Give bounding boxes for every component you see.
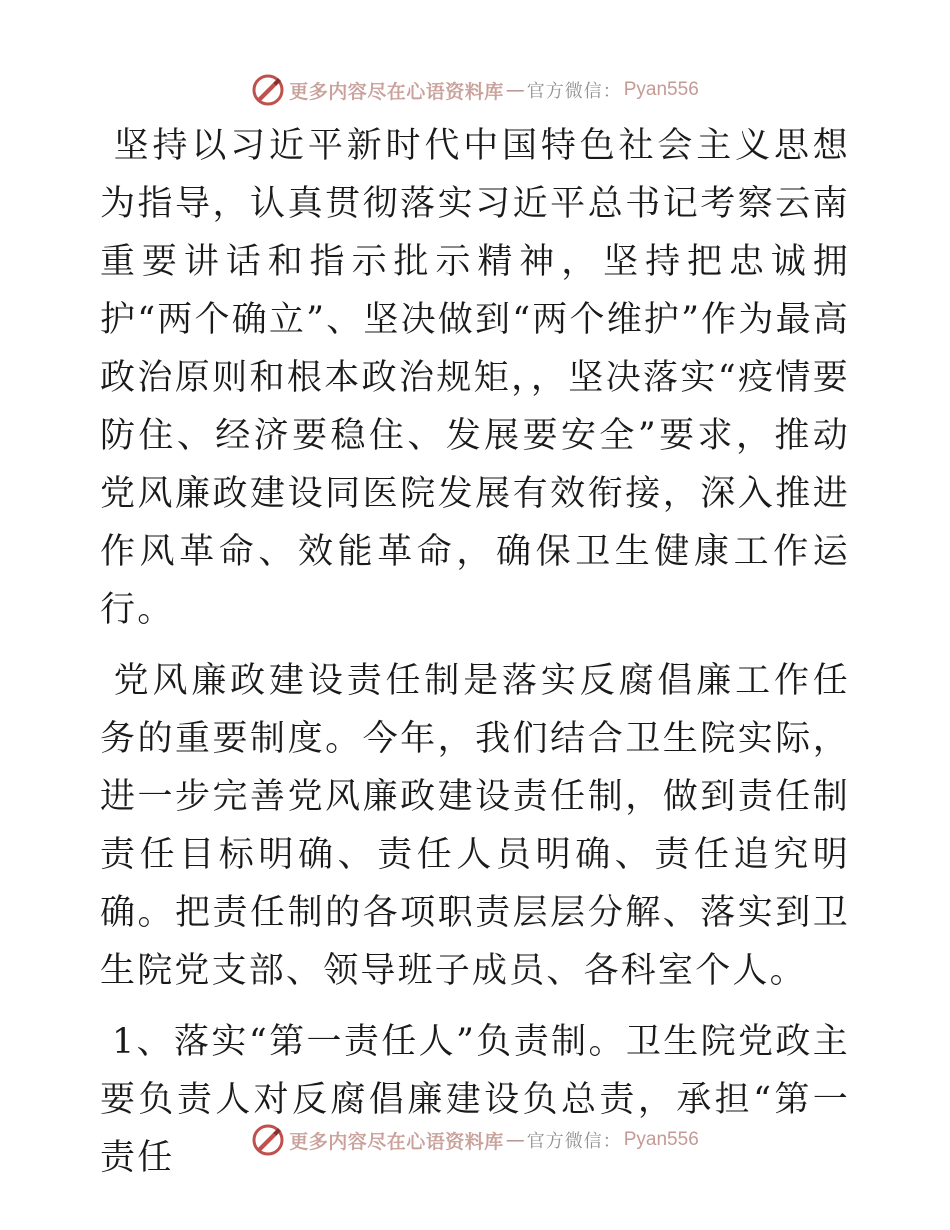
banner-wechat-label: 官方微信：: [526, 81, 622, 102]
paragraph-text: 1、落实“第一责任人”负责制。卫生院党政主要负责人对反腐倡廉建设负总责，承担“第一责任: [100, 1022, 850, 1178]
paragraph-text: 坚持以习近平新时代中国特色社会主义思想为指导，认真贯彻落实习近平总书记考察云南重要讲话和指示批示精神，坚持把忠诚拥护“两个确立”、坚决做到“两个维护”作为最高政治原则和根本政治规矩，，坚决落实“疫情要防住、经济要稳住、发展要安全”要求，推动党风廉政建设同医院发展有效衔接，深入推进作风革命、效能革命，确保卫生健康工作运行。: [100, 126, 850, 630]
paragraph: [100, 652, 850, 1000]
header-banner: [0, 70, 950, 110]
banner-wechat-id: Pyan556: [623, 1129, 699, 1150]
pen-logo-icon: [251, 73, 285, 107]
footer-banner: [0, 1120, 950, 1160]
banner-wechat-id: Pyan556: [623, 79, 699, 100]
paragraph: [100, 117, 850, 639]
document-body: [100, 117, 850, 1187]
banner-dash: —: [505, 79, 525, 101]
pen-logo-icon: [251, 1123, 285, 1157]
paragraph-text: 党风廉政建设责任制是落实反腐倡廉工作任务的重要制度。今年，我们结合卫生院实际，进一步完善党风廉政建设责任制，做到责任制责任目标明确、责任人员明确、责任追究明确。把责任制的各项职责层层分解、落实到卫生院党支部、领导班子成员、各科室个人。: [100, 661, 850, 991]
paragraph: [100, 1013, 850, 1187]
banner-wechat-label: 官方微信：: [526, 1131, 622, 1152]
banner-brand-text: 更多内容尽在心语资料库: [289, 80, 504, 103]
banner-brand-text: 更多内容尽在心语资料库: [289, 1130, 504, 1153]
banner-dash: —: [505, 1129, 525, 1151]
